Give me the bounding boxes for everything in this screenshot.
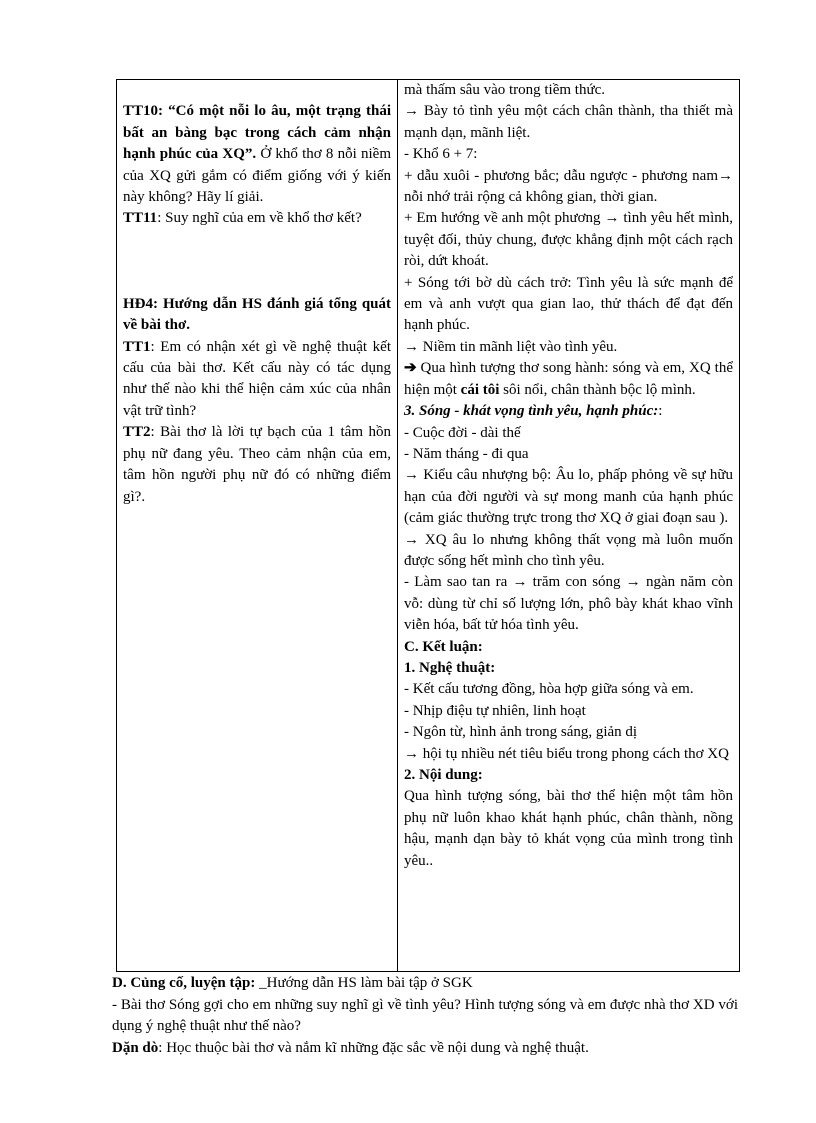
tt2-label: TT2 xyxy=(123,424,151,441)
right-line: + Sóng tới bờ dù cách trở: Tình yêu là sức mạnh để em và anh vượt qua gian lao, thử thách để đạt đến hạnh phúc. xyxy=(404,274,733,334)
right-line: → Kiểu câu nhượng bộ: Âu lo, phấp phỏng về sự hữu hạn của đời người và sự mong manh của hạnh phúc (cảm giác thường trực trong thơ XQ ở giai đoạn sau ). xyxy=(404,467,733,527)
section-d-label: D. Củng cố, luyện tập: xyxy=(112,975,256,991)
tt1-text: : Em có nhận xét gì về nghệ thuật kết cấu của bài thơ. Kết cấu này có tác dụng như thế nào khi thể hiện cảm xúc của nhân vật trữ tình? xyxy=(123,338,391,419)
art-line: - Ngôn từ, hình ảnh trong sáng, giản dị xyxy=(404,724,638,741)
conclusion-heading: C. Kết luận: xyxy=(404,638,483,655)
tt10-question: Ở khổ thơ 8 nỗi niềm của XQ gửi gắm có điểm giống với ý kiến này không? Hãy lí giải. xyxy=(123,146,391,206)
section3-title: 3. Sóng - khát vọng tình yêu, hạnh phúc: xyxy=(404,403,659,420)
right-line: + Em hướng về anh một phương → tình yêu hết mình, tuyệt đối, thủy chung, được khẳng định một cách rạch ròi, dứt khoát. xyxy=(404,210,733,270)
review-question: - Bài thơ Sóng gợi cho em những suy nghĩ gì về tình yêu? Hình tượng sóng và em được nhà thơ XD với dụng ý nghệ thuật như thế nào? xyxy=(112,996,738,1034)
right-line: + dẫu xuôi - phương bắc; dẫu ngược - phương nam→ nỗi nhớ trải rộng cả không gian, thời gian. xyxy=(404,167,733,206)
summary-paragraph xyxy=(404,358,733,401)
tt10-label: TT10: xyxy=(123,103,164,120)
right-line: → XQ âu lo nhưng không thất vọng mà luôn muốn được sống hết mình cho tình yêu. xyxy=(404,531,733,569)
spacer xyxy=(123,230,391,294)
section-d xyxy=(112,973,738,995)
tt1-paragraph xyxy=(123,337,391,423)
hd4-heading: HĐ4: Hướng dẫn HS đánh giá tổng quát về bài thơ. xyxy=(123,295,391,334)
table-row xyxy=(117,80,740,972)
content-heading: 2. Nội dung: xyxy=(404,767,483,783)
tt11-label: TT11 xyxy=(123,210,158,227)
content-text: Qua hình tượng sóng, bài thơ thể hiện một tâm hồn phụ nữ luôn khao khát hạnh phúc, chân thành, nồng hậu, mạnh dạn bày tỏ khát vọng của mình trong tình yêu.. xyxy=(404,788,733,869)
right-line: → Niềm tin mãnh liệt vào tình yêu. xyxy=(404,338,618,355)
summary-text-b: sôi nổi, chân thành bộc lộ mình. xyxy=(499,381,696,398)
tt10-paragraph xyxy=(123,101,391,208)
left-blank-line xyxy=(123,80,391,101)
right-line: - Cuộc đời - dài thế xyxy=(404,424,521,441)
summary-text-a: Qua hình tượng thơ song hành: sóng và em, XQ thể hiện một xyxy=(404,360,733,398)
right-line: mà thấm sâu vào trong tiềm thức. xyxy=(404,82,605,98)
art-line: → hội tụ nhiều nét tiêu biểu trong phong cách thơ XQ xyxy=(404,745,729,762)
right-line: → Bày tỏ tình yêu một cách chân thành, tha thiết mà mạnh dạn, mãnh liệt. xyxy=(404,103,733,141)
lesson-table xyxy=(116,79,740,972)
arrow-icon: ➔ xyxy=(404,360,417,377)
student-activities-cell xyxy=(398,80,740,972)
homework xyxy=(112,1038,738,1060)
art-line: - Kết cấu tương đồng, hòa hợp giữa sóng và em. xyxy=(404,681,694,698)
teacher-activities-cell xyxy=(117,80,398,972)
section3-suffix: : xyxy=(658,403,663,420)
right-line: - Năm tháng - đi qua xyxy=(404,445,529,462)
tt11-paragraph xyxy=(123,208,391,229)
art-line: - Nhịp điệu tự nhiên, linh hoạt xyxy=(404,702,586,719)
tt2-text: : Bài thơ là lời tự bạch của 1 tâm hồn phụ nữ đang yêu. Theo cảm nhận của em, tâm hồn người phụ nữ đó có những điểm gì?. xyxy=(123,424,391,505)
tt2-paragraph xyxy=(123,422,391,508)
tt11-text: : Suy nghĩ của em về khổ thơ kết? xyxy=(157,210,362,227)
tt1-label: TT1 xyxy=(123,338,151,355)
section-d-text: _Hướng dẫn HS làm bài tập ở SGK xyxy=(255,975,473,991)
right-line: - Làm sao tan ra → trăm con sóng → ngàn năm còn vỗ: dùng từ chỉ số lượng lớn, phô bày khát khao vĩnh viễn hóa, bất tử hóa tình yêu. xyxy=(404,574,733,634)
art-heading: 1. Nghệ thuật: xyxy=(404,659,496,676)
tt10-quote: “Có một nỗi lo âu, một trạng thái bất an bàng bạc trong cách cảm nhận hạnh phúc của XQ”. xyxy=(123,103,392,163)
footer-section xyxy=(112,973,738,1059)
section3-heading xyxy=(404,401,733,422)
homework-label: Dặn dò xyxy=(112,1039,159,1056)
homework-text: : Học thuộc bài thơ và nắm kĩ những đặc sắc về nội dung và nghệ thuật. xyxy=(158,1039,589,1056)
summary-bold: cái tôi xyxy=(460,381,500,398)
right-line: - Khổ 6 + 7: xyxy=(404,146,478,163)
